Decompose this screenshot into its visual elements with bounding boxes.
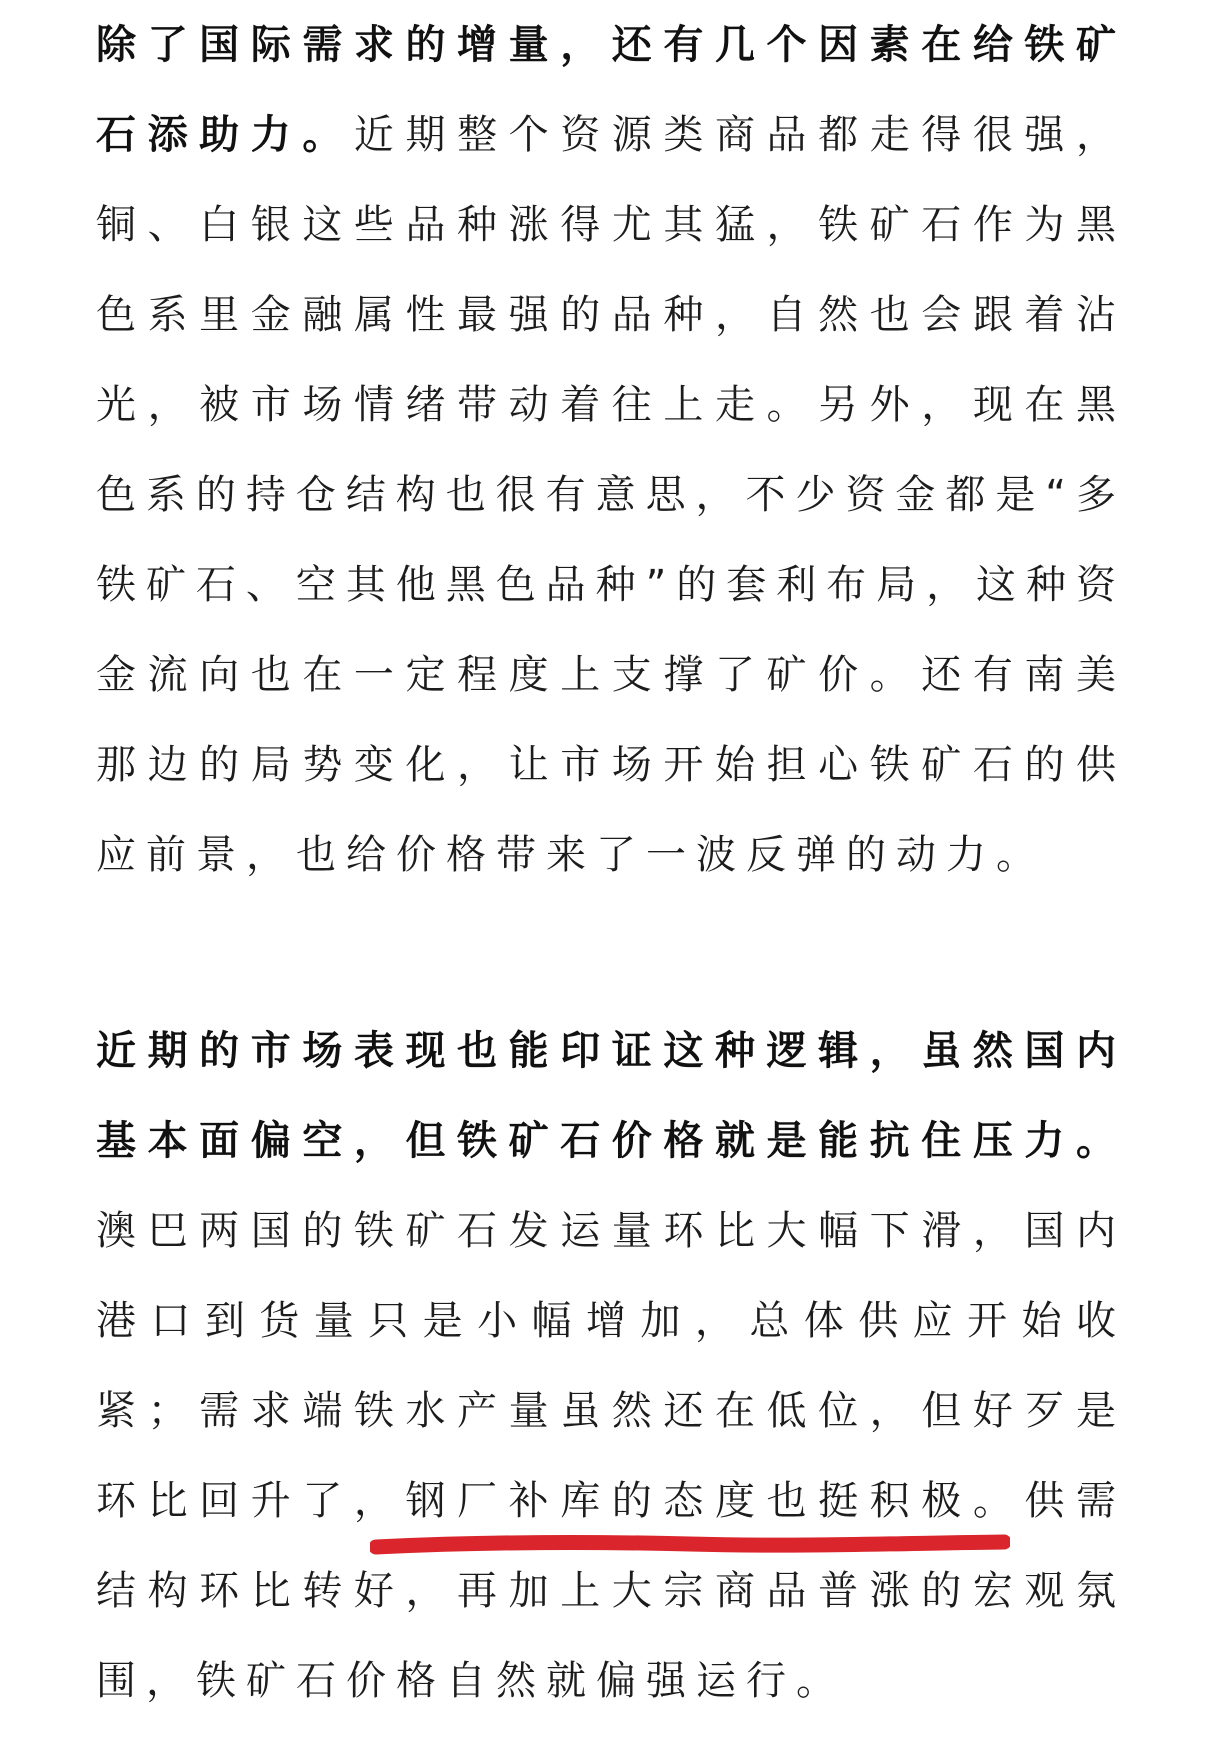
body-text: 铜、白银这些品种涨得尤其猛，铁矿石作为黑 bbox=[96, 202, 1116, 248]
paragraph-line bbox=[96, 450, 1116, 540]
body-text: 光，被市场情绪带动着往上走。另外，现在黑 bbox=[96, 382, 1116, 428]
bold-text: 近期的市场表现也能印证这种逻辑，虽然国内 bbox=[96, 1028, 1116, 1074]
paragraph-line bbox=[96, 90, 1116, 180]
body-text: 应前景，也给价格带来了一波反弹的动力。 bbox=[96, 832, 1046, 878]
body-text: 港口到货量只是小幅增加，总体供应开始收 bbox=[96, 1298, 1116, 1344]
paragraph-line bbox=[96, 1456, 1116, 1546]
body-text: 围，铁矿石价格自然就偏强运行。 bbox=[96, 1658, 846, 1704]
paragraph-line bbox=[96, 360, 1116, 450]
body-text: 色系的持仓结构也很有意思，不少资金都是“多 bbox=[96, 472, 1116, 518]
paragraph-line bbox=[96, 1366, 1116, 1456]
body-text: 环比回升了，钢厂补库的态度也挺积极。供需 bbox=[96, 1478, 1116, 1524]
paragraph-1 bbox=[96, 0, 1116, 900]
paragraph-line bbox=[96, 720, 1116, 810]
paragraph-line bbox=[96, 810, 1116, 900]
bold-text: 除了国际需求的增量，还有几个因素在给铁矿 bbox=[96, 22, 1116, 68]
paragraph-line bbox=[96, 540, 1116, 630]
body-text: 澳巴两国的铁矿石发运量环比大幅下滑，国内 bbox=[96, 1208, 1116, 1254]
paragraph-line bbox=[96, 1186, 1116, 1276]
paragraph-line bbox=[96, 0, 1116, 90]
body-text: 近期整个资源类商品都走得很强， bbox=[353, 112, 1117, 158]
bold-text: 石添助力。 bbox=[96, 112, 354, 158]
body-text: 结构环比转好，再加上大宗商品普涨的宏观氛 bbox=[96, 1568, 1116, 1614]
paragraph-line bbox=[96, 1636, 1116, 1726]
body-text: 色系里金融属性最强的品种，自然也会跟着沾 bbox=[96, 292, 1116, 338]
paragraph-line bbox=[96, 1546, 1116, 1636]
body-text: 紧；需求端铁水产量虽然还在低位，但好歹是 bbox=[96, 1388, 1116, 1434]
article-body bbox=[96, 0, 1116, 1726]
paragraph-line bbox=[96, 1006, 1116, 1096]
paragraph-line bbox=[96, 630, 1116, 720]
paragraph-2 bbox=[96, 1006, 1116, 1726]
paragraph-line bbox=[96, 180, 1116, 270]
bold-text: 基本面偏空，但铁矿石价格就是能抗住压力。 bbox=[96, 1118, 1116, 1164]
body-text: 金流向也在一定程度上支撑了矿价。还有南美 bbox=[96, 652, 1116, 698]
body-text: 那边的局势变化，让市场开始担心铁矿石的供 bbox=[96, 742, 1116, 788]
body-text: 铁矿石、空其他黑色品种”的套利布局，这种资 bbox=[96, 562, 1116, 608]
paragraph-line bbox=[96, 1276, 1116, 1366]
paragraph-line bbox=[96, 1096, 1116, 1186]
paragraph-line bbox=[96, 270, 1116, 360]
